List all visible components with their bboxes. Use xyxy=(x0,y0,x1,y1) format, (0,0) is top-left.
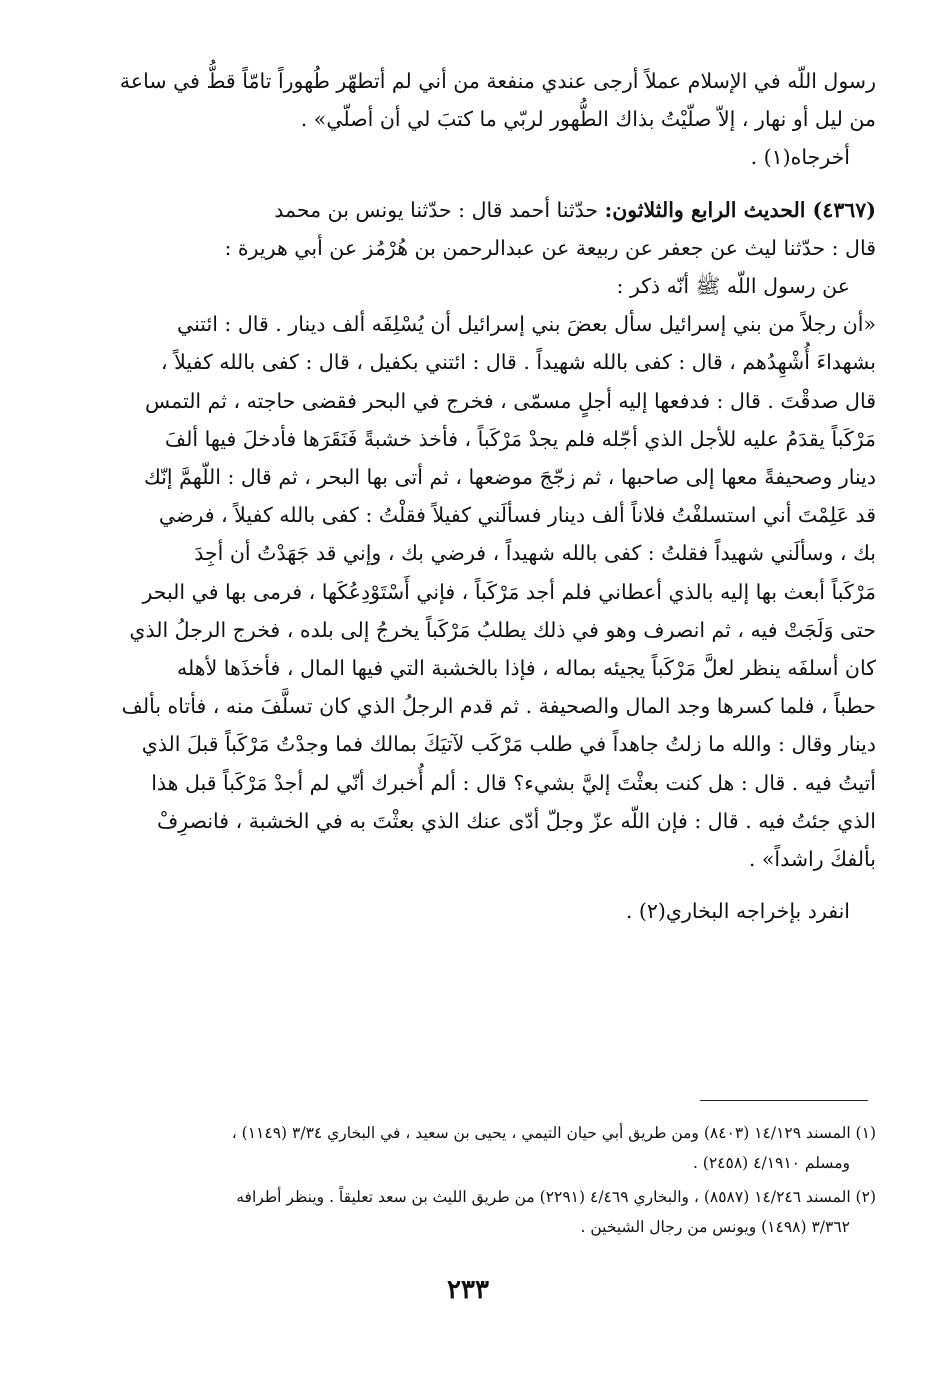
text-line: كان أسلفَه ينظر لعلَّ مَرْكَباً يجيئه بماله ، فإذا بالخشبة التي فيها المال ، فأخذَها لأهله xyxy=(177,656,876,681)
text-line: أتيتُ فيه . قال : هل كنت بعثْتَ إليَّ بشيء؟ قال : ألم أُخبرك أنّي لم أجدْ مَرْكَباً قبل هذا xyxy=(151,770,876,795)
text-line: بألفكَ راشداً» . xyxy=(748,847,876,872)
text-line: دينار وصحيفةً معها إلى صاحبها ، ثم زجّجَ موضعها ، ثم أتى بها البحر ، ثم قال : اللّهمَّ إنّك xyxy=(143,465,876,490)
footnote-1 xyxy=(40,1118,876,1178)
text-line: الذي جئتُ فيه . قال : فإن اللّه عزّ وجلّ أدّى عنك الذي بعثْتَ به في الخشبة ، فانصرِفْ xyxy=(157,808,876,833)
footnote-line: (١) المسند ١٤/١٢٩ (٨٤٠٣) ومن طريق أبي حيان التيمي ، يحيى بن سعيد ، في البخاري ٣/٣٤ (١١٤٩) ، xyxy=(231,1124,876,1142)
main-text xyxy=(40,62,876,930)
text-line: عن رسول اللّه ﷺ أنّه ذكر : xyxy=(616,274,850,299)
footnote-line: (٢) المسند ١٤/٢٤٦ (٨٥٨٧) ، والبخاري ٤/٤٦٩ (٢٢٩١) من طريق الليث بن سعد تعليقاً . وينظر أطرافه xyxy=(236,1188,876,1206)
page-number: ٢٣٣ xyxy=(447,1275,489,1305)
hadith-heading: (٤٣٦٧) الحديث الرابع والثلاثون: xyxy=(604,197,876,222)
attribution-line: انفرد بإخراجه البخاري(٢) . xyxy=(625,899,850,924)
text-line: قال صدقْتَ . قال : فدفعها إليه أجلٍ مسمّى ، فخرج في البحر فقضى حاجته ، ثم التمس xyxy=(145,388,876,413)
text-line: مَرْكَباً يقدَمُ عليه للأجل الذي أجّله فلم يجدْ مَرْكَباً ، فأخذ خشبةً فَنَقَرَها فأدخلَ فيها ألفَ xyxy=(164,426,876,451)
footnote-separator xyxy=(700,1100,868,1101)
text-line: رسول اللّه في الإسلام عملاً أرجى عندي منفعة من أني لم أتطهّر طُهوراً تامّاً قطُّ في ساعة xyxy=(119,69,876,93)
footnotes xyxy=(40,1118,876,1246)
hadith-intro: حدّثنا أحمد قال : حدّثنا يونس بن محمد xyxy=(274,197,605,222)
text-line: حتى وَلَجَتْ فيه ، ثم انصرف وهو في ذلك يطلبُ مَرْكَباً يخرجُ إلى بلده ، فخرج الرجلُ الذي xyxy=(129,617,876,642)
text-line: قال : حدّثنا ليث عن جعفر عن ربيعة عن عبدالرحمن بن هُرْمُز عن أبي هريرة : xyxy=(224,235,876,260)
text-line: قد عَلِمْتَ أني استسلفْتُ فلاناً ألف دينار فسألَني كفيلاً فقلْتُ : كفى بالله كفيلاً ، فرضي xyxy=(158,503,876,528)
text-line: بشهداءَ أُشْهِدُهم ، قال : كفى بالله شهيداً . قال : ائتني بكفيل ، قال : كفى بالله كفيلاً ، xyxy=(161,350,876,375)
text-line: بك ، وسألَني شهيداً فقلتُ : كفى بالله شهيداً ، فرضي بك ، وإني قد جَهَدْتُ أن أجِدَ xyxy=(194,541,876,566)
footnote-line: ومسلم ٤/١٩١٠ (٢٤٥٨) . xyxy=(692,1154,850,1172)
text-line: دينار وقال : والله ما زلتُ جاهداً في طلب مَرْكَب لآتيَكَ بمالك فما وجدْتُ مَرْكَباً قبلَ الذي xyxy=(141,732,876,757)
text-line: أخرجاه(١) . xyxy=(750,145,850,170)
footnote-2 xyxy=(40,1182,876,1242)
text-line: حطباً ، فلما كسرها وجد المال والصحيفة . ثم قدم الرجلُ الذي كان تسلَّفَ منه ، فأتاه بألف xyxy=(121,694,876,719)
text-line: من ليل أو نهار ، إلاّ صلّيْتُ بذاك الطُّهور لربّي ما كتبَ لي أن أصلّي» . xyxy=(300,107,876,132)
footnote-line: ٣/٣٦٢ (١٤٩٨) ويونس من رجال الشيخين . xyxy=(580,1218,850,1236)
text-line: مَرْكَباً أبعث بها إليه بالذي أعطاني فلم أجد مَرْكَباً ، فإني أَسْتَوْدِعُكَها ، فرمى بها في البحر xyxy=(142,579,876,604)
text-line: «أن رجلاً من بني إسرائيل سأل بعضَ بني إسرائيل أن يُسْلِفَه ألف دينار . قال : ائتني xyxy=(177,312,876,337)
hadith-heading-line xyxy=(40,191,876,229)
